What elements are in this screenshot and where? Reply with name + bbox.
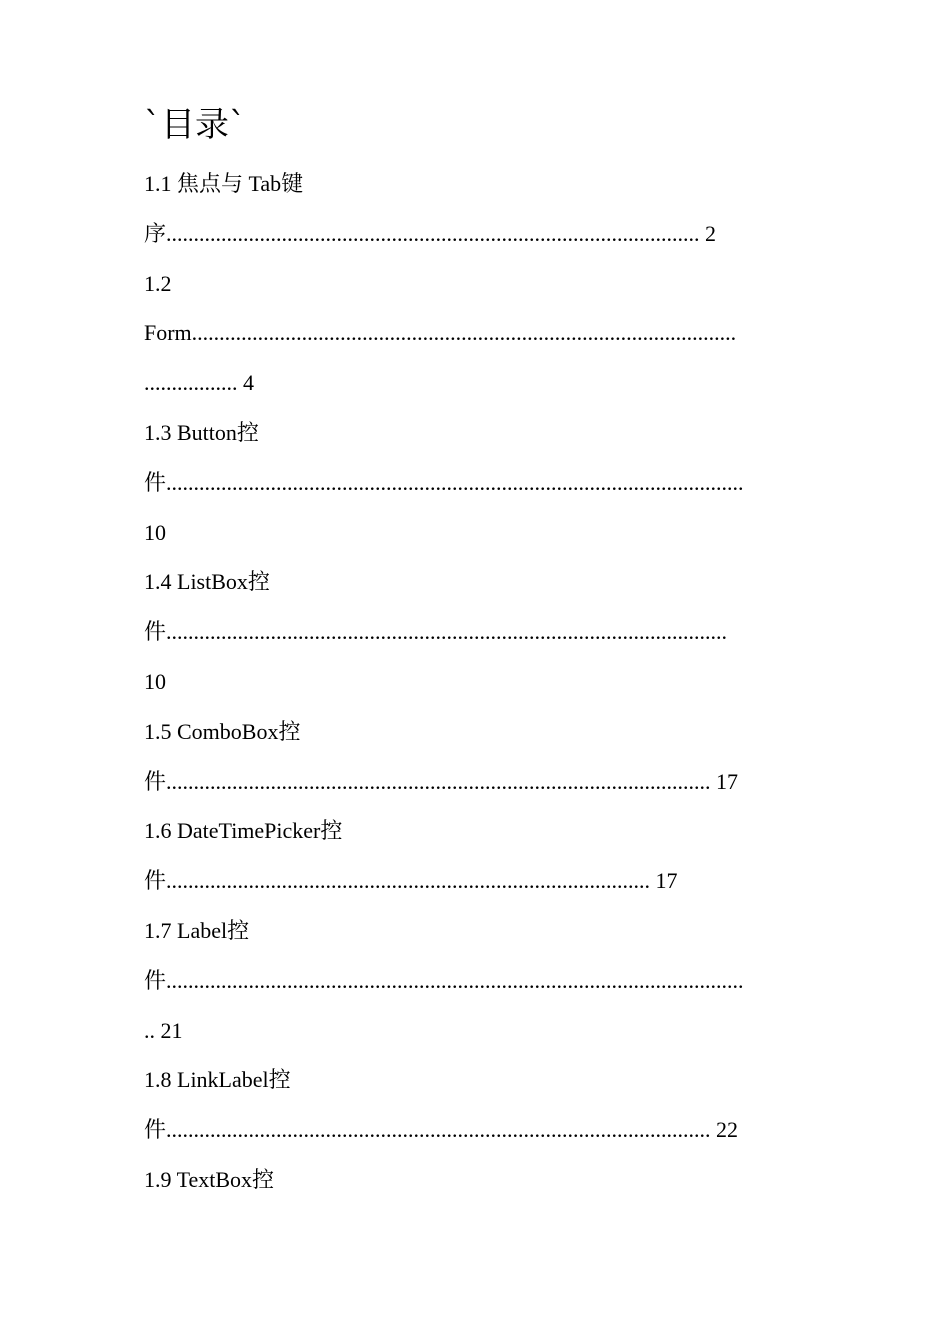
- toc-line: 1.2: [144, 270, 172, 296]
- toc-line: 件.........................................................................................................: [144, 469, 744, 495]
- toc-line: .. 21: [144, 1017, 183, 1043]
- toc-line: 1.7 Label控: [144, 917, 250, 943]
- toc-line: 件........................................................................................ 17: [144, 868, 678, 894]
- toc-line: 1.6 DateTimePicker控: [144, 818, 343, 844]
- toc-line: 1.8 LinkLabel控: [144, 1067, 291, 1093]
- toc-line: 件.........................................................................................................: [144, 967, 744, 993]
- toc-line: 1.1 焦点与 Tab键: [144, 171, 304, 196]
- toc-line: 1.9 TextBox控: [144, 1166, 275, 1192]
- table-of-contents: [144, 159, 824, 1205]
- toc-line: 件................................................................................................... 22: [144, 1117, 739, 1143]
- toc-line: Form...................................................................................................: [144, 320, 737, 346]
- toc-line: 序................................................................................................. 2: [144, 220, 717, 246]
- toc-line: 10: [144, 668, 166, 694]
- toc-line: 1.5 ComboBox控: [144, 718, 301, 744]
- toc-line: ................. 4: [144, 370, 254, 396]
- toc-line: 1.4 ListBox控: [144, 569, 270, 595]
- toc-title: `目录`: [144, 105, 246, 145]
- toc-line: 件................................................................................................... 17: [144, 768, 739, 794]
- toc-line: 1.3 Button控: [144, 419, 259, 445]
- toc-line: 件......................................................................................................: [144, 619, 728, 645]
- toc-line: 10: [144, 519, 166, 545]
